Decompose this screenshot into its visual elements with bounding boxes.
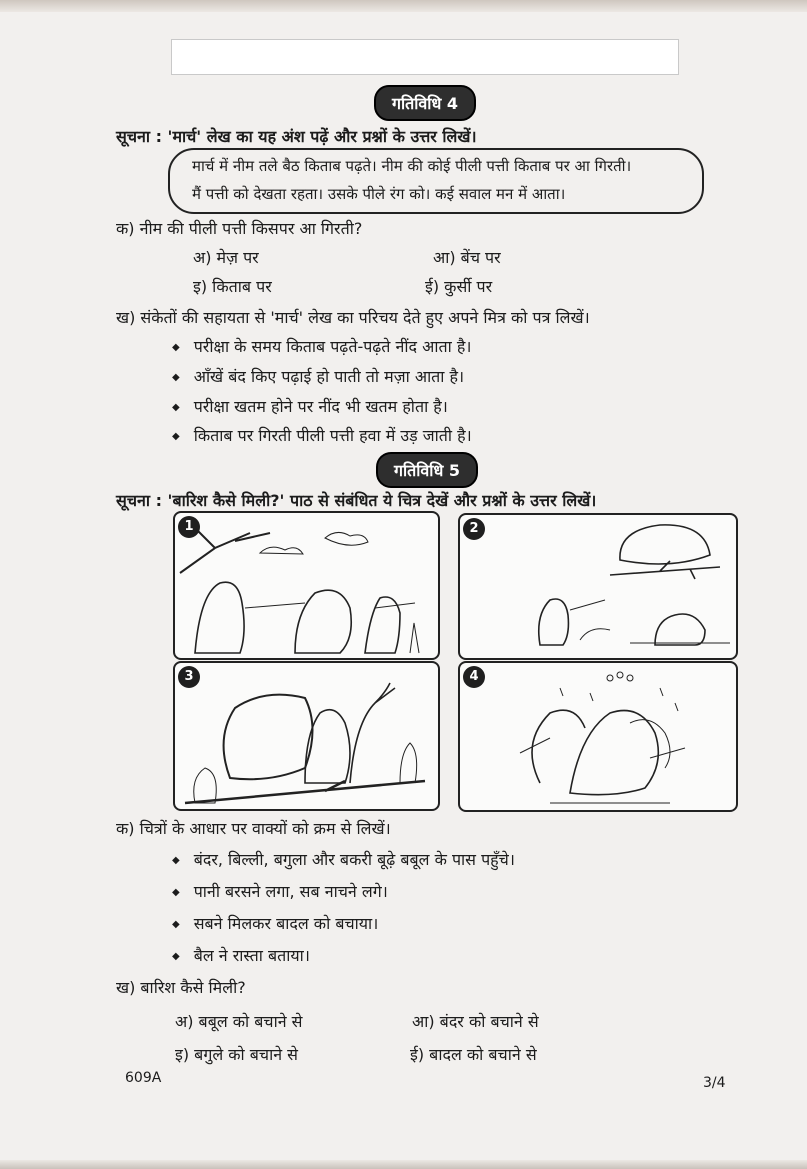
option-aa: आ) बेंच पर: [433, 248, 501, 267]
picture-4-drawing: [460, 663, 736, 810]
picture-number-1: 1: [178, 516, 200, 538]
sentence-item: [172, 912, 378, 934]
option-ii: ई) कुर्सी पर: [425, 277, 493, 296]
hint-item: [172, 365, 464, 387]
picture-number-2: 2: [463, 518, 485, 540]
option-a: अ) मेज़ पर: [193, 248, 259, 267]
picture-3: [173, 661, 440, 811]
activity5-question-kha: ख) बारिश कैसे मिली?: [116, 978, 246, 997]
hint-text: परीक्षा के समय किताब पढ़ते-पढ़ते नींद आता है।: [193, 337, 472, 356]
picture-1: [173, 511, 440, 660]
bullet-icon: ◆: [172, 372, 180, 383]
activity5-title: गतिविधि 5: [376, 452, 478, 488]
header-blank-box: [171, 39, 679, 75]
option-ii: ई) बादल को बचाने से: [410, 1045, 537, 1064]
picture-2-drawing: [460, 515, 736, 658]
sentence-text: सबने मिलकर बादल को बचाया।: [193, 914, 379, 933]
picture-3-drawing: [175, 663, 438, 809]
option-i: इ) किताब पर: [193, 277, 272, 296]
bullet-icon: ◆: [172, 887, 180, 898]
sentence-item: [172, 944, 310, 966]
bullet-icon: ◆: [172, 951, 180, 962]
option-i: इ) बगुले को बचाने से: [175, 1045, 299, 1064]
option-a: अ) बबूल को बचाने से: [175, 1012, 303, 1031]
activity5-question-ka: क) चित्रों के आधार पर वाक्यों को क्रम से लिखें।: [116, 819, 391, 838]
hint-item: [172, 335, 471, 357]
picture-number-4: 4: [463, 666, 485, 688]
activity4-title: गतिविधि 4: [374, 85, 476, 121]
sentence-item: [172, 880, 388, 902]
bullet-icon: ◆: [172, 919, 180, 930]
bullet-icon: ◆: [172, 342, 180, 353]
paper-code: 609A: [125, 1070, 162, 1086]
sentence-text: बैल ने रास्ता बताया।: [193, 946, 310, 965]
picture-4: [458, 661, 738, 812]
picture-1-drawing: [175, 513, 438, 658]
activity4-instruction: सूचना : 'मार्च' लेख का यह अंश पढ़ें और प्रश्नों के उत्तर लिखें।: [116, 127, 477, 146]
page-top-edge: [0, 0, 807, 12]
sentence-text: बंदर, बिल्ली, बगुला और बकरी बूढ़े बबूल के पास पहुँचे।: [193, 850, 515, 869]
passage-line-1: मार्च में नीम तले बैठ किताब पढ़ते। नीम की कोई पीली पत्ती किताब पर आ गिरती।: [192, 157, 632, 175]
activity5-instruction: सूचना : 'बारिश कैसे मिली?' पाठ से संबंधित ये चित्र देखें और प्रश्नों के उत्तर लिखें।: [116, 491, 597, 510]
picture-2: [458, 513, 738, 660]
page-number: 3/4: [703, 1075, 726, 1091]
activity4-question-kha: ख) संकेतों की सहायता से 'मार्च' लेख का परिचय देते हुए अपने मित्र को पत्र लिखें।: [116, 308, 590, 327]
bullet-icon: ◆: [172, 431, 180, 442]
activity4-question-ka: क) नीम की पीली पत्ती किसपर आ गिरती?: [116, 219, 363, 238]
hint-text: परीक्षा खतम होने पर नींद भी खतम होता है।: [193, 397, 448, 416]
page-bottom-edge: [0, 1160, 807, 1169]
sentence-text: पानी बरसने लगा, सब नाचने लगे।: [193, 882, 388, 901]
hint-item: [172, 395, 448, 417]
sentence-item: [172, 848, 515, 870]
hint-text: आँखें बंद किए पढ़ाई हो पाती तो मज़ा आता है।: [193, 367, 465, 386]
hint-item: [172, 424, 472, 446]
option-aa: आ) बंदर को बचाने से: [412, 1012, 539, 1031]
hint-text: किताब पर गिरती पीली पत्ती हवा में उड़ जाती है।: [193, 426, 472, 445]
passage-line-2: मैं पत्ती को देखता रहता। उसके पीले रंग को। कई सवाल मन में आता।: [192, 185, 566, 203]
bullet-icon: ◆: [172, 855, 180, 866]
picture-number-3: 3: [178, 666, 200, 688]
bullet-icon: ◆: [172, 402, 180, 413]
